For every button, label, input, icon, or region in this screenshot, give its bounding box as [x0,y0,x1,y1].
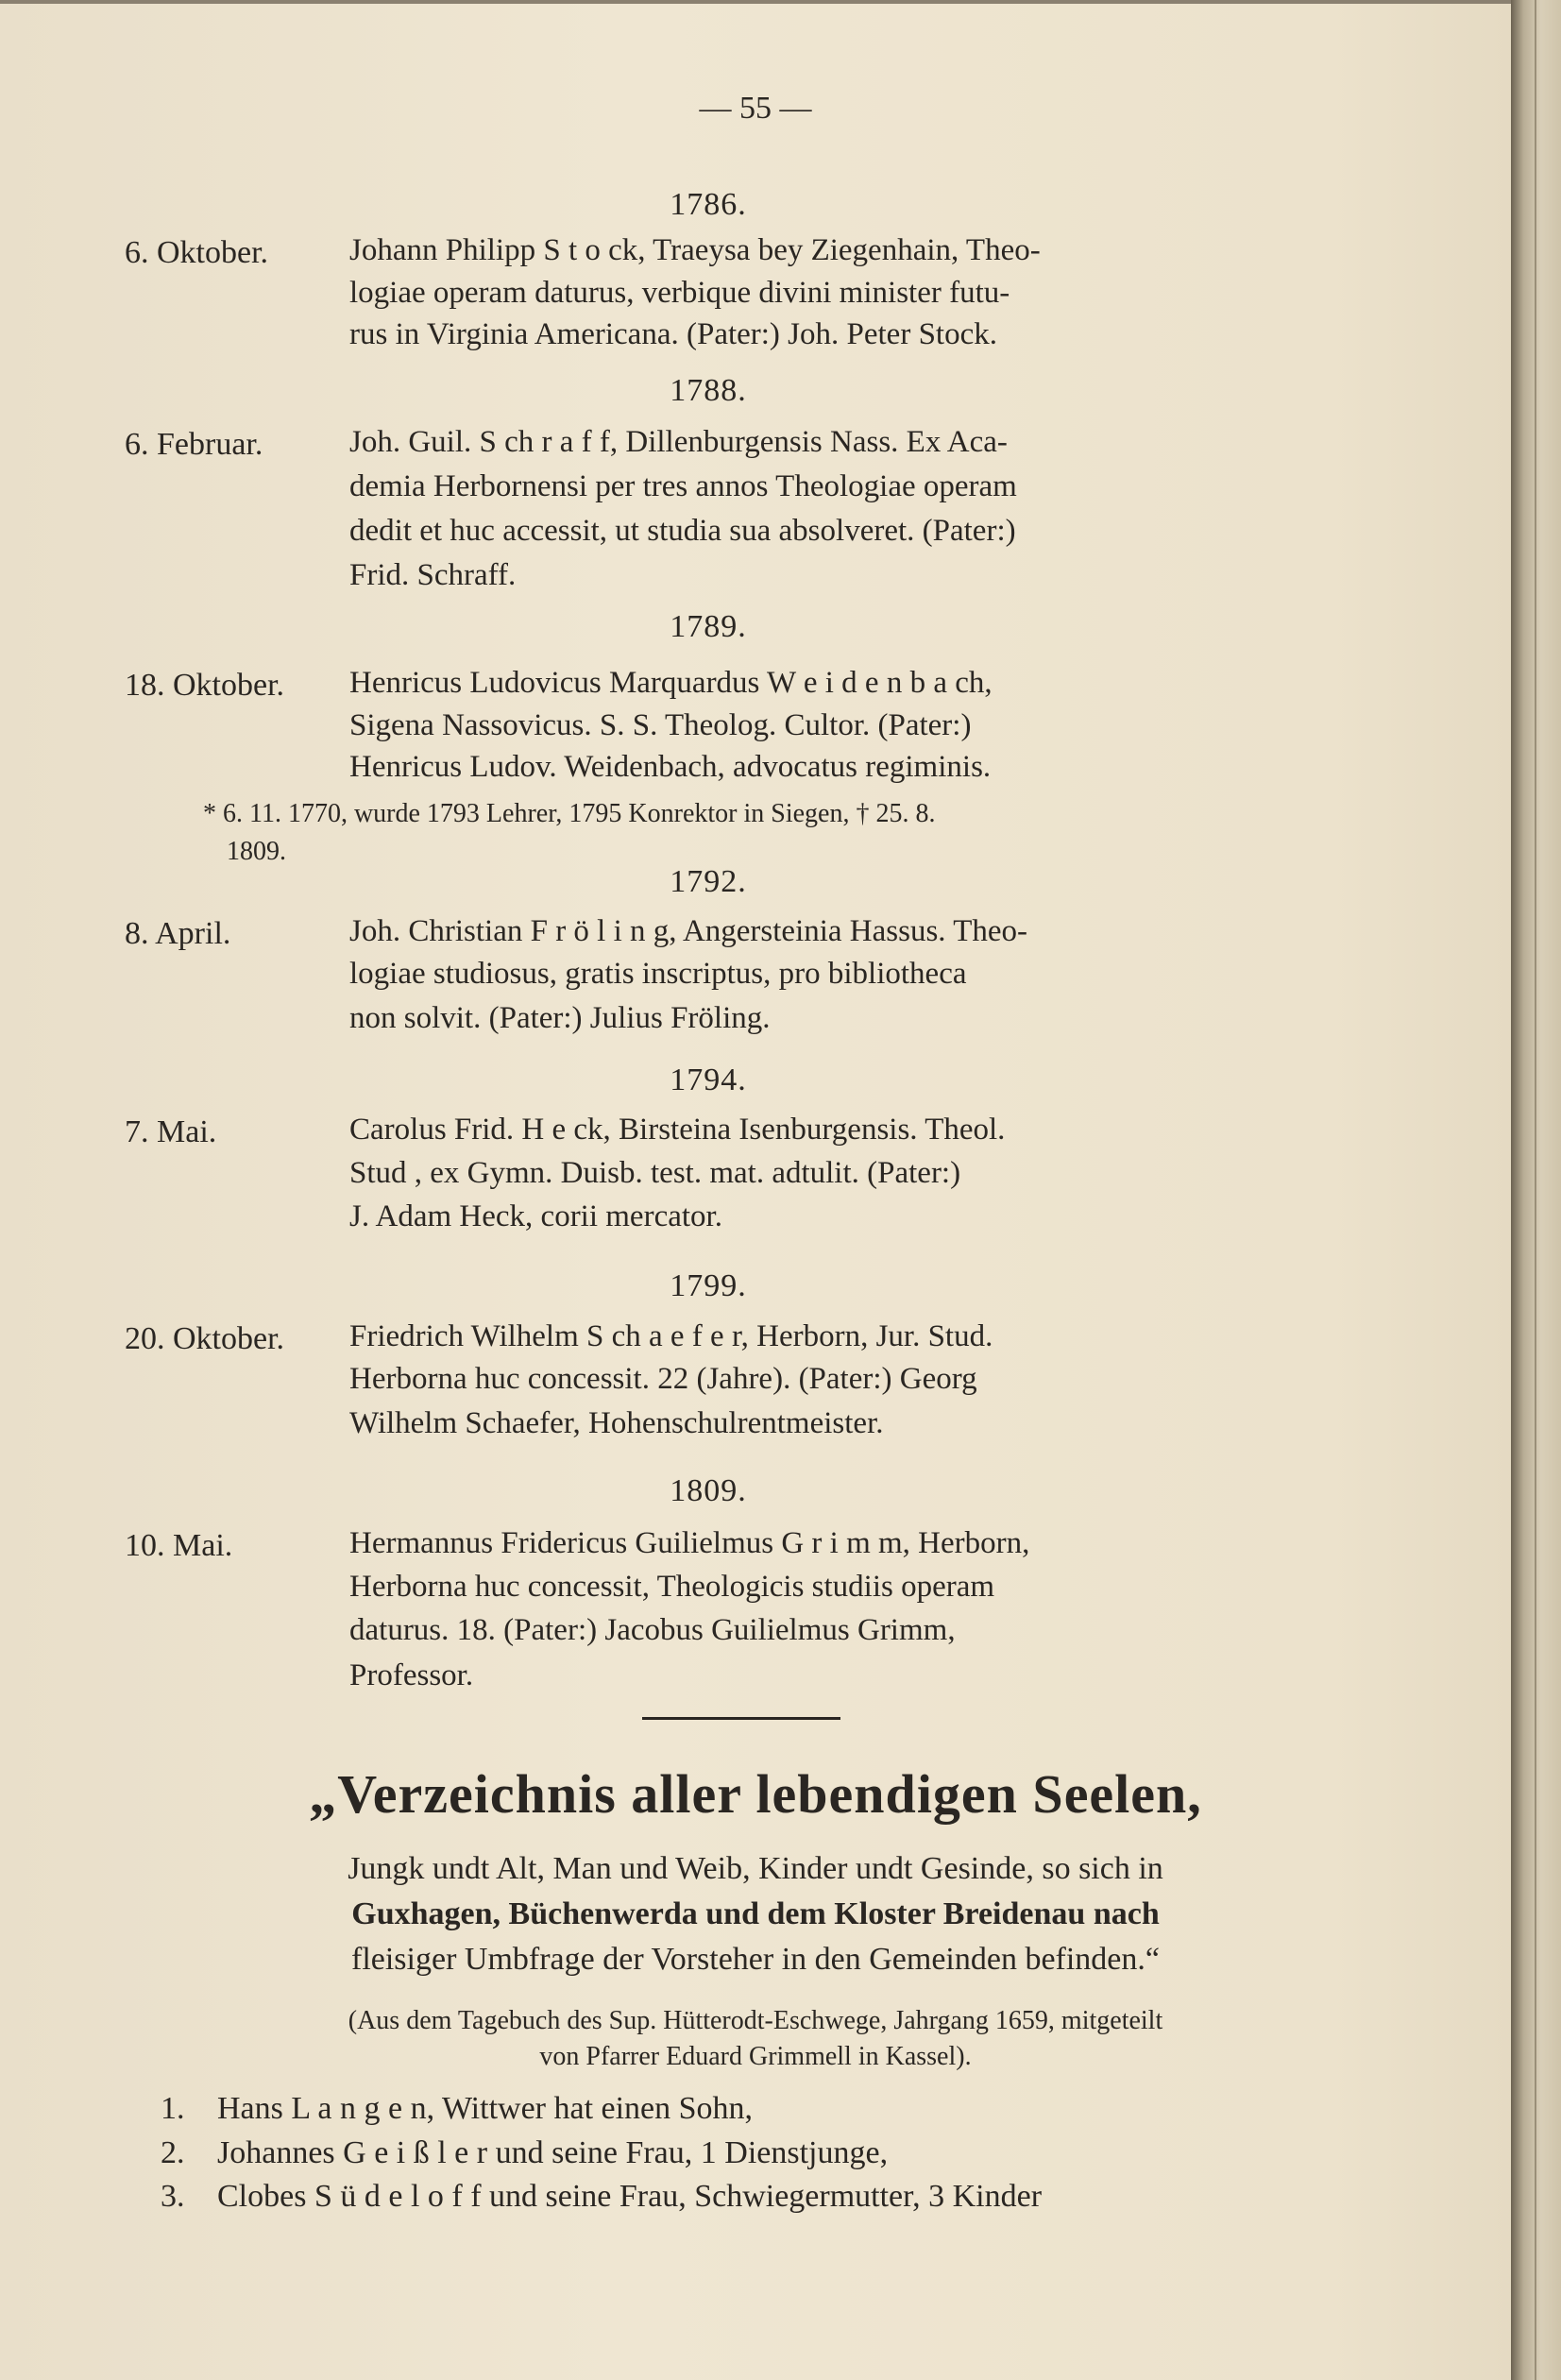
entry-year: 1794. [670,1062,747,1097]
list-item [161,2135,888,2171]
section-divider [642,1717,840,1720]
section-intro-line: Guxhagen, Büchenwerda und dem Kloster Breidenau nach [351,1896,1160,1931]
entry-date: 7. Mai. [125,1114,217,1149]
entry-year: 1799. [670,1268,747,1303]
entry-year: 1809. [670,1473,747,1508]
entry-date: 18. Oktober. [125,668,285,703]
entry-text-line: non solvit. (Pater:) Julius Fröling. [349,1001,771,1035]
section-intro-line: Jungk undt Alt, Man und Weib, Kinder undt Gesinde, so sich in [348,1851,1163,1886]
entry-text-line: Henricus Ludovicus Marquardus W e i d e n b a ch, [349,666,993,700]
entry-text-line: Johann Philipp S t o ck, Traeysa bey Ziegenhain, Theo- [349,233,1041,267]
entry-text-line: logiae studiosus, gratis inscriptus, pro bibliotheca [349,957,967,991]
list-item-number: 1. [161,2091,185,2126]
footnote-line: 1809. [227,837,286,866]
entry-year: 1788. [670,373,747,408]
entry-text-line: Hermannus Fridericus Guilielmus G r i m m, Herborn, [349,1526,1030,1560]
section-title: „Verzeichnis aller lebendigen Seelen, [309,1763,1202,1825]
list-item-number: 3. [161,2179,185,2214]
page-number: — 55 — [699,91,812,126]
entry-text-line: Herborna huc concessit, Theologicis studiis operam [349,1570,995,1604]
entry-year: 1786. [670,187,747,222]
entry-text-line: J. Adam Heck, corii mercator. [349,1199,722,1233]
entry-text-line: logiae operam daturus, verbique divini minister futu- [349,276,1010,310]
list-item-text: Clobes S ü d e l o f f und seine Frau, Schwiegermutter, 3 Kinder [217,2179,1043,2214]
entry-text-line: Herborna huc concessit. 22 (Jahre). (Pater:) Georg [349,1362,977,1396]
entry-text-line: Carolus Frid. H e ck, Birsteina Isenburgensis. Theol. [349,1113,1006,1147]
list-item-number: 2. [161,2135,185,2170]
entry-text-line: Henricus Ludov. Weidenbach, advocatus regiminis. [349,750,992,784]
entry-text-line: Stud , ex Gymn. Duisb. test. mat. adtulit. (Pater:) [349,1156,961,1190]
footnote-line: * 6. 11. 1770, wurde 1793 Lehrer, 1795 Konrektor in Siegen, † 25. 8. [203,799,936,828]
entry-text-line: Wilhelm Schaefer, Hohenschulrentmeister. [349,1406,884,1440]
entry-date: 10. Mai. [125,1528,233,1563]
entry-text-line: Joh. Christian F r ö l i n g, Angersteinia Hassus. Theo- [349,914,1028,948]
entry-text-line: Joh. Guil. S ch r a f f, Dillenburgensis Nass. Ex Aca- [349,425,1008,459]
entry-text-line: Frid. Schraff. [349,558,517,592]
entry-date: 6. Februar. [125,427,263,462]
list-item [161,2091,753,2127]
entry-date: 8. April. [125,916,231,951]
entry-year: 1792. [670,864,747,899]
page-top-edge [0,0,1511,4]
entry-year: 1789. [670,609,747,644]
section-source-line: von Pfarrer Eduard Grimmell in Kassel). [539,2042,972,2071]
entry-text-line: dedit et huc accessit, ut studia sua absolveret. (Pater:) [349,514,1016,548]
entry-text-line: demia Herbornensi per tres annos Theologiae operam [349,469,1017,503]
entry-date: 20. Oktober. [125,1321,285,1356]
list-item-text: Johannes G e i ß l e r und seine Frau, 1 Dienstjunge, [217,2135,889,2170]
list-item [161,2179,1042,2215]
section-intro-line: fleisiger Umbfrage der Vorsteher in den Gemeinden befinden.“ [351,1942,1160,1977]
entry-text-line: daturus. 18. (Pater:) Jacobus Guilielmus Grimm, [349,1613,956,1647]
entry-text-line: Friedrich Wilhelm S ch a e f e r, Herborn, Jur. Stud. [349,1319,993,1353]
entry-text-line: Professor. [349,1658,474,1692]
entry-date: 6. Oktober. [125,235,269,270]
entry-text-line: rus in Virginia Americana. (Pater:) Joh. Peter Stock. [349,317,997,351]
spine-fold-line [1535,0,1536,2380]
list-item-text: Hans L a n g e n, Wittwer hat einen Sohn, [217,2091,754,2126]
entry-text-line: Sigena Nassovicus. S. S. Theolog. Cultor. (Pater:) [349,708,972,742]
section-source-line: (Aus dem Tagebuch des Sup. Hütterodt-Eschwege, Jahrgang 1659, mitgeteilt [348,2006,1163,2035]
